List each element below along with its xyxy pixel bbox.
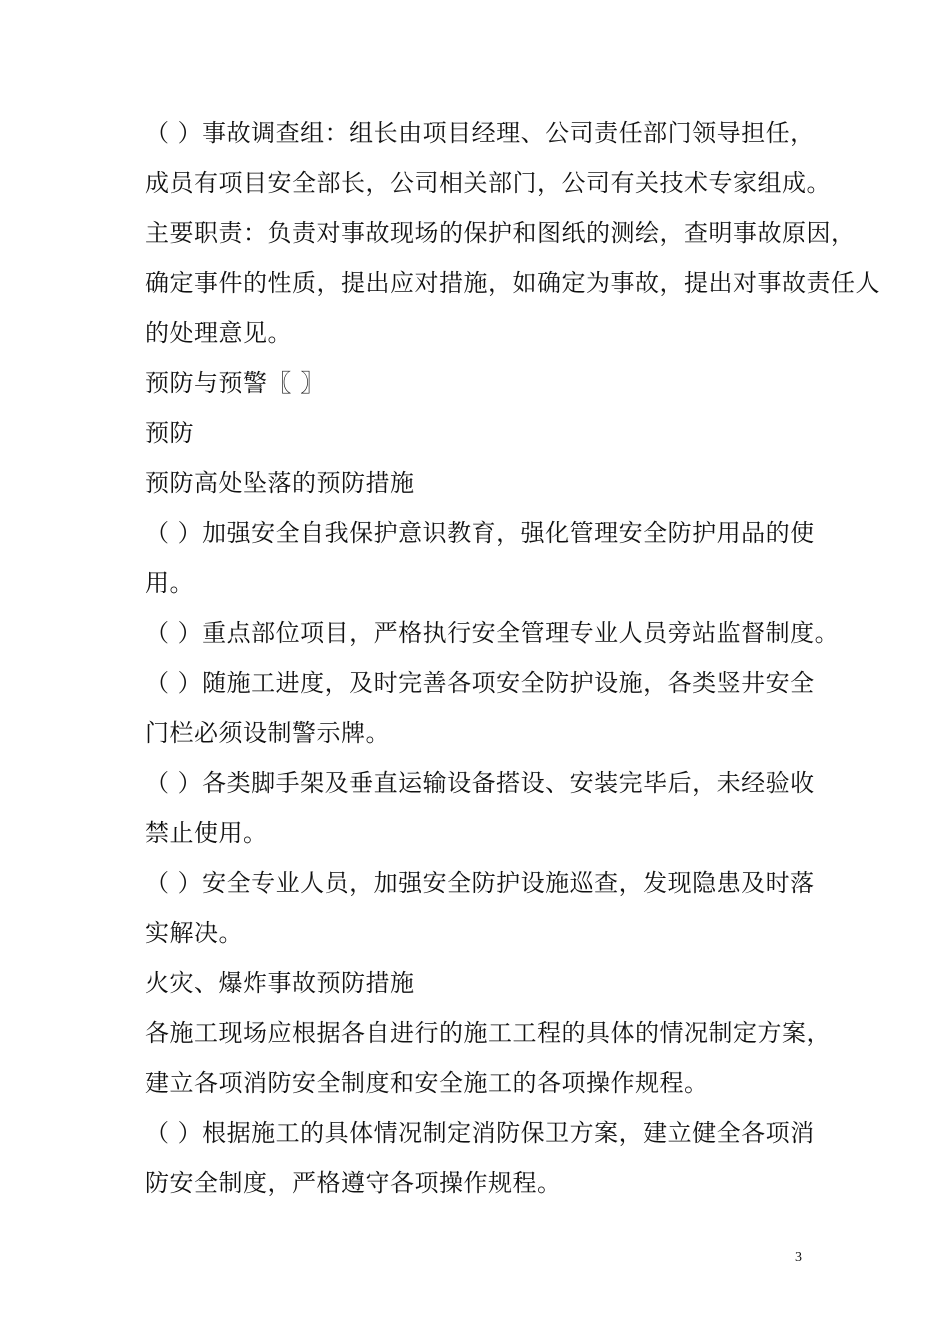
text-line: 建立各项消防安全制度和安全施工的各项操作规程。	[145, 1069, 709, 1097]
section-heading: 预防高处坠落的预防措施	[145, 469, 415, 497]
text-line: （ ）重点部位项目，严格执行安全管理专业人员旁站监督制度。	[145, 619, 840, 647]
text-line: 主要职责：负责对事故现场的保护和图纸的测绘，查明事故原因，	[145, 219, 856, 247]
text-line: 防安全制度，严格遵守各项操作规程。	[145, 1169, 562, 1197]
text-line: 用。	[145, 569, 194, 597]
text-line: 成员有项目安全部长，公司相关部门，公司有关技术专家组成。	[145, 169, 831, 197]
section-heading: 预防	[145, 419, 194, 447]
text-line: （ ）加强安全自我保护意识教育，强化管理安全防护用品的使	[145, 519, 815, 547]
text-line: 确定事件的性质，提出应对措施，如确定为事故，提出对事故责任人	[145, 269, 880, 297]
text-line: 门栏必须设制警示牌。	[145, 719, 390, 747]
page-number: 3	[795, 1250, 802, 1265]
text-line: 各施工现场应根据各自进行的施工工程的具体的情况制定方案，	[145, 1019, 831, 1047]
text-line: 实解决。	[145, 919, 243, 947]
section-heading: 火灾、爆炸事故预防措施	[145, 969, 415, 997]
section-heading: 预防与预警〖 〗	[145, 369, 325, 397]
text-line: （ ）安全专业人员，加强安全防护设施巡查，发现隐患及时落	[145, 869, 815, 897]
text-line: （ ）根据施工的具体情况制定消防保卫方案，建立健全各项消	[145, 1119, 815, 1147]
text-line: （ ）各类脚手架及垂直运输设备搭设、安装完毕后，未经验收	[145, 769, 815, 797]
text-line: （ ）事故调查组：组长由项目经理、公司责任部门领导担任，	[145, 119, 815, 147]
text-line: 的处理意见。	[145, 319, 292, 347]
text-line: 禁止使用。	[145, 819, 268, 847]
text-line: （ ）随施工进度，及时完善各项安全防护设施，各类竖井安全	[145, 669, 815, 697]
